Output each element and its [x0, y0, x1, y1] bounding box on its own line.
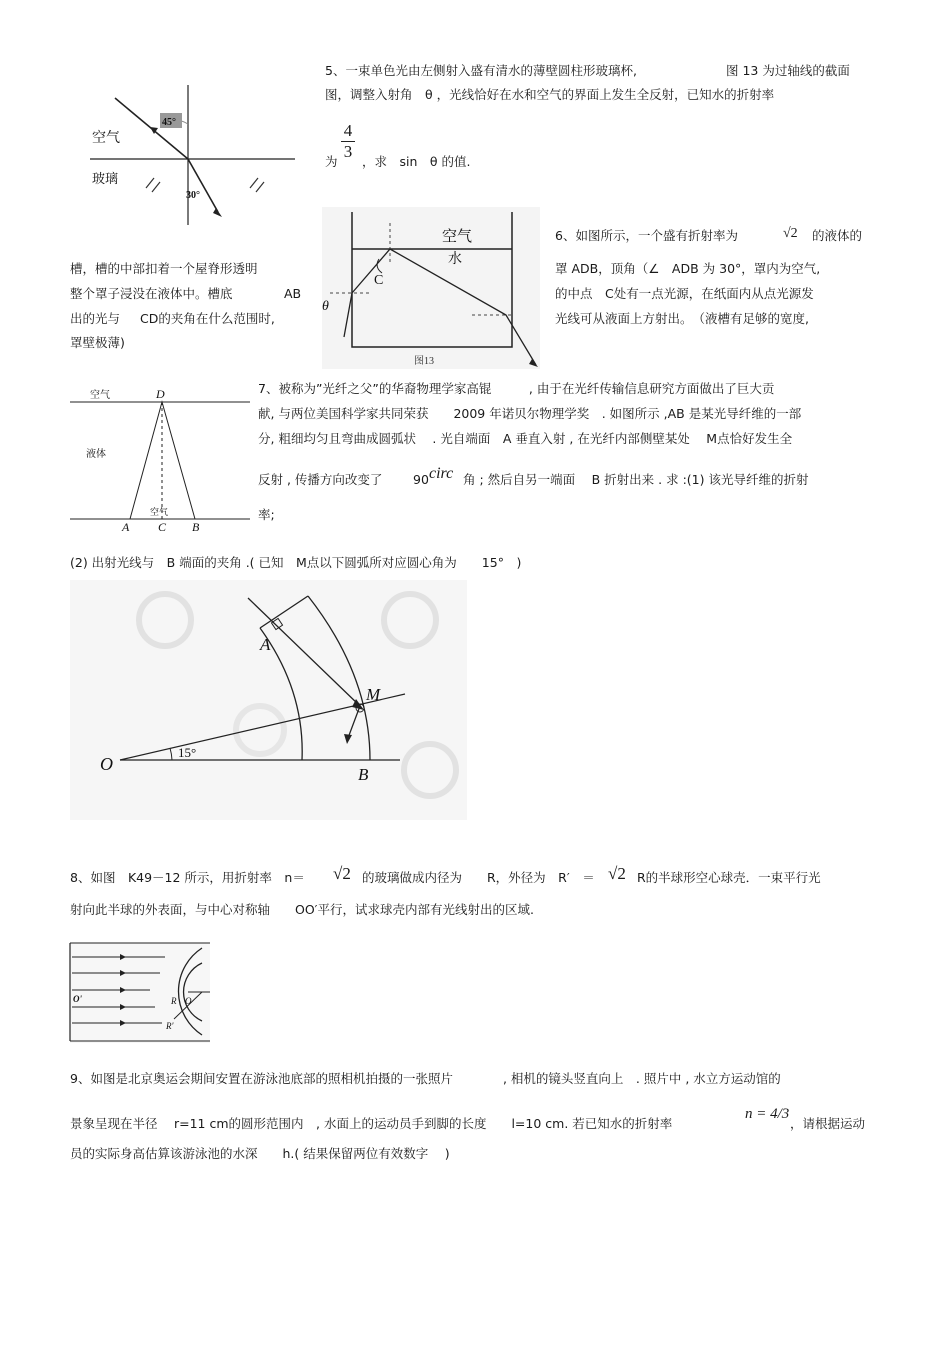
q6-sqrt2: √2: [783, 226, 798, 241]
q6-left-line2b: AB: [284, 286, 302, 301]
q8-sqrt2-n: √2: [333, 864, 351, 883]
q5-fraction-denominator: 3: [343, 142, 353, 161]
q7-fig-liquid-label: 液体: [86, 449, 106, 460]
q7-fig2-angle-label: 15°: [178, 745, 197, 760]
q6-text-line1: 6、如图所示，一个盛有折射率为: [555, 228, 738, 243]
q7-fig2-o-label: O: [100, 754, 113, 774]
q6-left-line1: 槽，槽的中部扣着一个屋脊形透明: [70, 261, 258, 276]
q5-text-line1b: 图 13 为过轴线的截面: [726, 63, 850, 78]
q6-left-line3: 出的光与: [70, 311, 133, 326]
q6-figure: [322, 207, 540, 369]
q5-text-line1: 5、一束单色光由左侧射入盛有清水的薄壁圆柱形玻璃杯,: [325, 63, 637, 78]
q5-fig-angle2: 30°: [186, 190, 200, 201]
q5-text-line2: 图，调整入射角 θ ，光线恰好在水和空气的界面上发生全反射，已知水的折射率: [325, 87, 775, 102]
q9-text-line2a: 景象呈现在半径 r=11 cm的圆形范围内 , 水面上的运动员手到脚的长度 l=10 cm. 若已知水的折射率: [70, 1116, 673, 1131]
q7-fig-c-label: C: [158, 520, 167, 534]
q7-figure-fiber: [70, 580, 467, 820]
q7-text-line4b: 角 ; 然后自另一端面 B 折射出来 . 求 :(1) 该光导纤维的折射: [463, 472, 809, 487]
q8-text-line2: 射向此半球的外表面，与中心对称轴 OO′平行，试求球壳内部有光线射出的区域.: [70, 902, 534, 917]
q7-fig-d-label: D: [156, 387, 165, 401]
q9-refractive-index: n = 4/3: [745, 1106, 790, 1122]
q5-fig-angle1: 45°: [162, 117, 176, 128]
q6-left-line3b: CD的夹角在什么范围时,: [140, 311, 275, 326]
q9-text-line1: 9、如图是北京奥运会期间安置在游泳池底部的照相机拍摄的一张照片 , 相机的镜头竖直向上 . 照片中 , 水立方运动馆的: [70, 1071, 781, 1086]
q8-figure: [70, 943, 210, 1043]
q7-fig-a-label: A: [122, 520, 130, 534]
q7-text-line4a: 反射 , 传播方向改变了: [258, 472, 383, 487]
q6-fig-caption: 图13: [414, 356, 434, 367]
q5-text-line3-prefix: 为: [325, 154, 338, 169]
q8-fig-r-prime-label: R': [166, 1021, 174, 1031]
q7-deg-value: 90: [413, 472, 429, 487]
q8-sqrt2-r: √2: [608, 864, 626, 883]
q7-text-line3: 分, 粗细均匀且弯曲成圆弧状 . 光自端面 A 垂直入射 , 在光纤内部侧壁某处 M点恰好发生全: [258, 431, 793, 446]
q5-fig-glass-label: 玻璃: [92, 171, 119, 186]
q6-text-line1b: 的液体的: [812, 228, 863, 243]
q5-fraction-numerator: 4: [343, 121, 353, 140]
q7-text-line1: 7、被称为”光纤之父”的华裔物理学家高锟 , 由于在光纤传输信息研究方面做出了巨大贡: [258, 381, 775, 396]
q5-figure: [80, 80, 305, 230]
q8-fig-o-label: O: [185, 996, 192, 1006]
q5-fig-air-label: 空气: [92, 131, 120, 146]
q8-fig-o-prime-label: O': [73, 994, 82, 1004]
q6-fig-c-label: C: [374, 273, 384, 288]
q5-text-line3-suffix: ，求 sin θ 的值.: [362, 154, 471, 169]
q7-text-line2: 献, 与两位美国科学家共同荣获 2009 年诺贝尔物理学奖 . 如图所示 ,AB 是某光导纤维的一部: [258, 406, 802, 421]
q8-text-line1c: R的半球形空心球壳．一束平行光: [637, 870, 821, 885]
q9-text-line2b: ，请根据运动: [790, 1116, 866, 1131]
q7-circ-symbol: circ: [429, 465, 454, 482]
q9-text-line3: 员的实际身高估算该游泳池的水深 h.( 结果保留两位有效数字 ): [70, 1146, 450, 1161]
q7-fig2-a-label: A: [260, 635, 271, 654]
q5-fraction: [340, 122, 356, 161]
q6-fig-theta-label: θ: [322, 299, 329, 314]
q7-fig-air-label: 空气: [90, 390, 110, 401]
q6-left-line2: 整个罩子浸没在液体中。槽底: [70, 286, 233, 301]
q6-right-line1: 罩 ADB，顶角（∠ ADB 为 30°，罩内为空气,: [555, 261, 821, 276]
q6-fig-water-label: 水: [448, 252, 462, 267]
q7-fig-air-small-label: 空气: [150, 507, 169, 517]
q6-left-line4: 罩壁极薄): [70, 335, 125, 350]
q6-right-line3: 光线可从液面上方射出。 （液槽有足够的宽度,: [555, 311, 809, 326]
q8-text-line1a: 8、如图 K49－12 所示，用折射率 n＝: [70, 870, 305, 885]
q8-text-line1b: 的玻璃做成内径为 R，外径为 R′ ＝: [362, 870, 595, 885]
q7-fig-b-label: B: [192, 520, 200, 534]
q7-fig2-b-label: B: [358, 765, 369, 784]
q7-text-line6: (2) 出射光线与 B 端面的夹角 .( 已知 M点以下圆弧所对应圆心角为 15° ): [70, 555, 522, 570]
q8-fig-r-label: R: [171, 996, 177, 1006]
q6-fig-air-label: 空气: [442, 229, 473, 245]
q7-text-line5: 率;: [258, 507, 275, 522]
q7-fig2-m-label: M: [366, 685, 381, 704]
q6-right-line2: 的中点 C处有一点光源，在纸面内从点光源发: [555, 286, 814, 301]
q7-figure-prism: [70, 385, 255, 535]
